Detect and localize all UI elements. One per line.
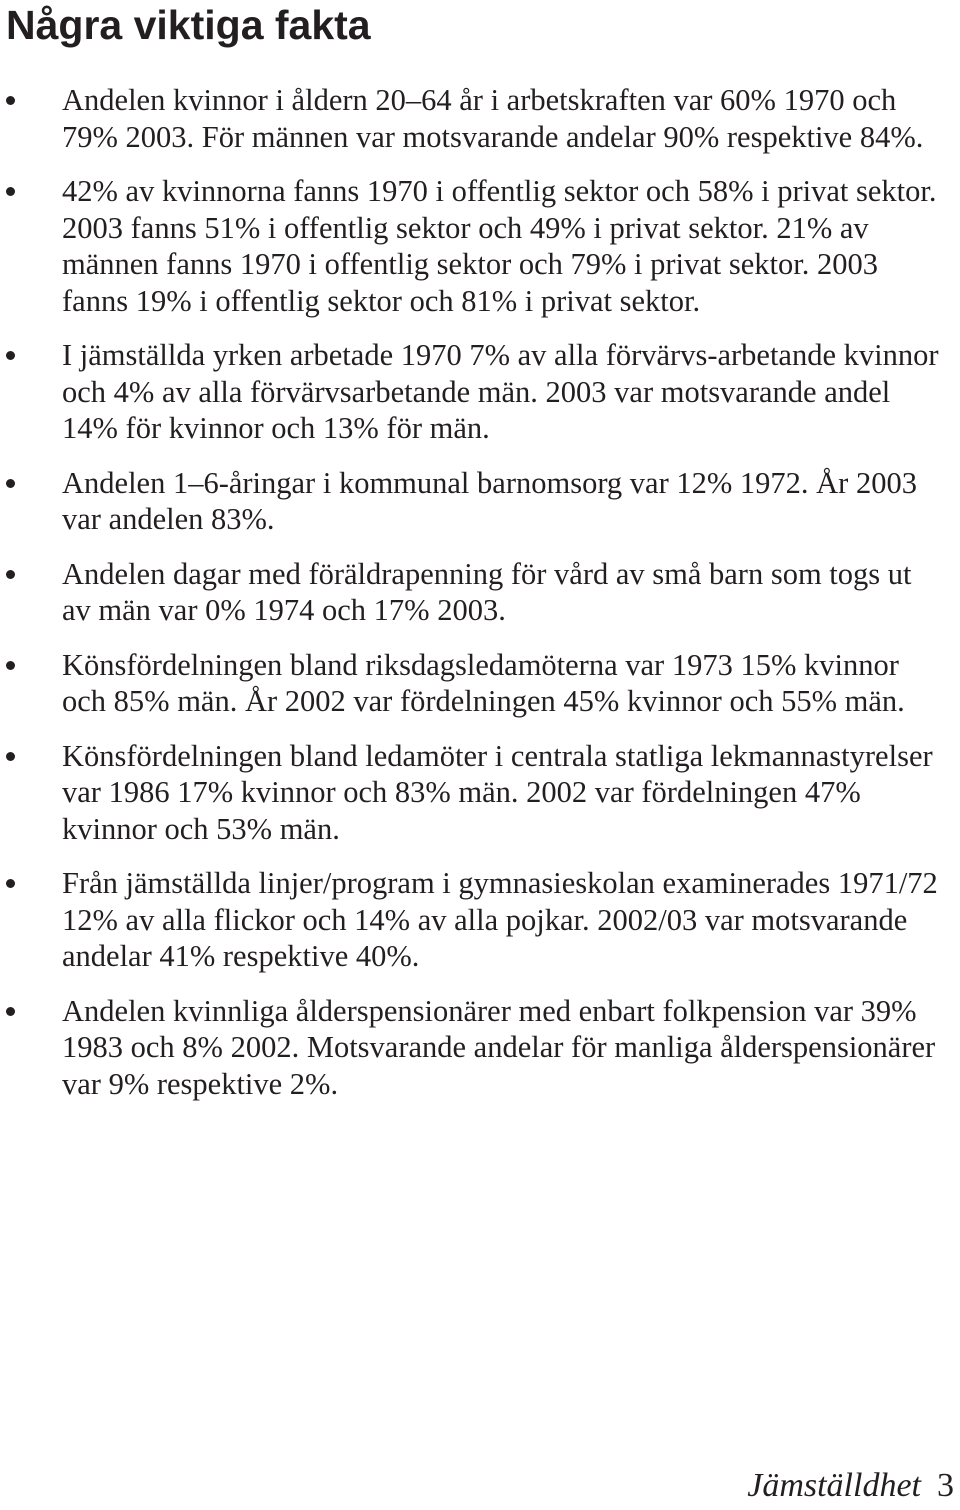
fact-text: Från jämställda linjer/program i gymnasieskolan examinerades 1971/72 12% av alla flickor och 14% av alla pojkar. 2002/03 var motsvarande andelar 41% respektive 40%. bbox=[62, 866, 938, 973]
bullet-icon bbox=[6, 752, 15, 761]
fact-text: Andelen kvinnliga ålderspensionärer med enbart folkpension var 39% 1983 och 8% 2002. Motsvarande andelar för manliga ålderspensionärer var 9% respektive 2%. bbox=[62, 993, 936, 1101]
bullet-icon bbox=[6, 879, 15, 888]
fact-text: 42% av kvinnorna fanns 1970 i offentlig sektor och 58% i privat sektor. 2003 fanns 51% i offentlig sektor och 49% i privat sektor. 21% av männen fanns 1970 i offentlig sektor och 79% i privat sektor. 2003 fanns 19% i offentlig sektor och 81% i privat sektor. bbox=[62, 174, 937, 318]
fact-text: Könsfördelningen bland riksdagsledamöterna var 1973 15% kvinnor och 85% män. År 2002 var fördelningen 45% kvinnor och 55% män. bbox=[62, 647, 905, 718]
fact-text: Andelen dagar med föräldrapenning för vård av små barn som togs ut av män var 0% 1974 och 17% 2003. bbox=[62, 556, 912, 627]
fact-text: I jämställda yrken arbetade 1970 7% av alla förvärvs-arbetande kvinnor och 4% av alla förvärvsarbetande män. 2003 var motsvarande andel 14% för kvinnor och 13% för män. bbox=[62, 338, 939, 445]
bullet-icon bbox=[6, 479, 15, 488]
list-item bbox=[0, 647, 960, 720]
bullet-icon bbox=[6, 187, 15, 196]
bullet-icon bbox=[6, 1007, 15, 1016]
bullet-icon bbox=[6, 96, 15, 105]
list-item bbox=[0, 173, 960, 319]
fact-text: Könsfördelningen bland ledamöter i centrala statliga lekmannastyrelser var 1986 17% kvinnor och 83% män. 2002 var fördelningen 47% kvinnor och 53% män. bbox=[62, 738, 933, 846]
footer-title: Jämställdhet bbox=[747, 1467, 921, 1504]
page-footer bbox=[747, 1466, 954, 1506]
page-title: Några viktiga fakta bbox=[6, 2, 371, 48]
bullet-icon bbox=[6, 661, 15, 670]
list-item bbox=[0, 993, 960, 1103]
list-item bbox=[0, 82, 960, 155]
list-item bbox=[0, 337, 960, 447]
list-item bbox=[0, 865, 960, 975]
list-item bbox=[0, 465, 960, 538]
list-item bbox=[0, 556, 960, 629]
bullet-icon bbox=[6, 570, 15, 579]
page-number: 3 bbox=[937, 1467, 954, 1504]
fact-text: Andelen 1–6-åringar i kommunal barnomsorg var 12% 1972. År 2003 var andelen 83%. bbox=[62, 465, 917, 536]
fact-text: Andelen kvinnor i åldern 20–64 år i arbetskraften var 60% 1970 och 79% 2003. För männen var motsvarande andelar 90% respektive 84%. bbox=[62, 83, 924, 154]
list-item bbox=[0, 738, 960, 848]
bullet-icon bbox=[6, 351, 15, 360]
fact-list bbox=[0, 82, 960, 1120]
